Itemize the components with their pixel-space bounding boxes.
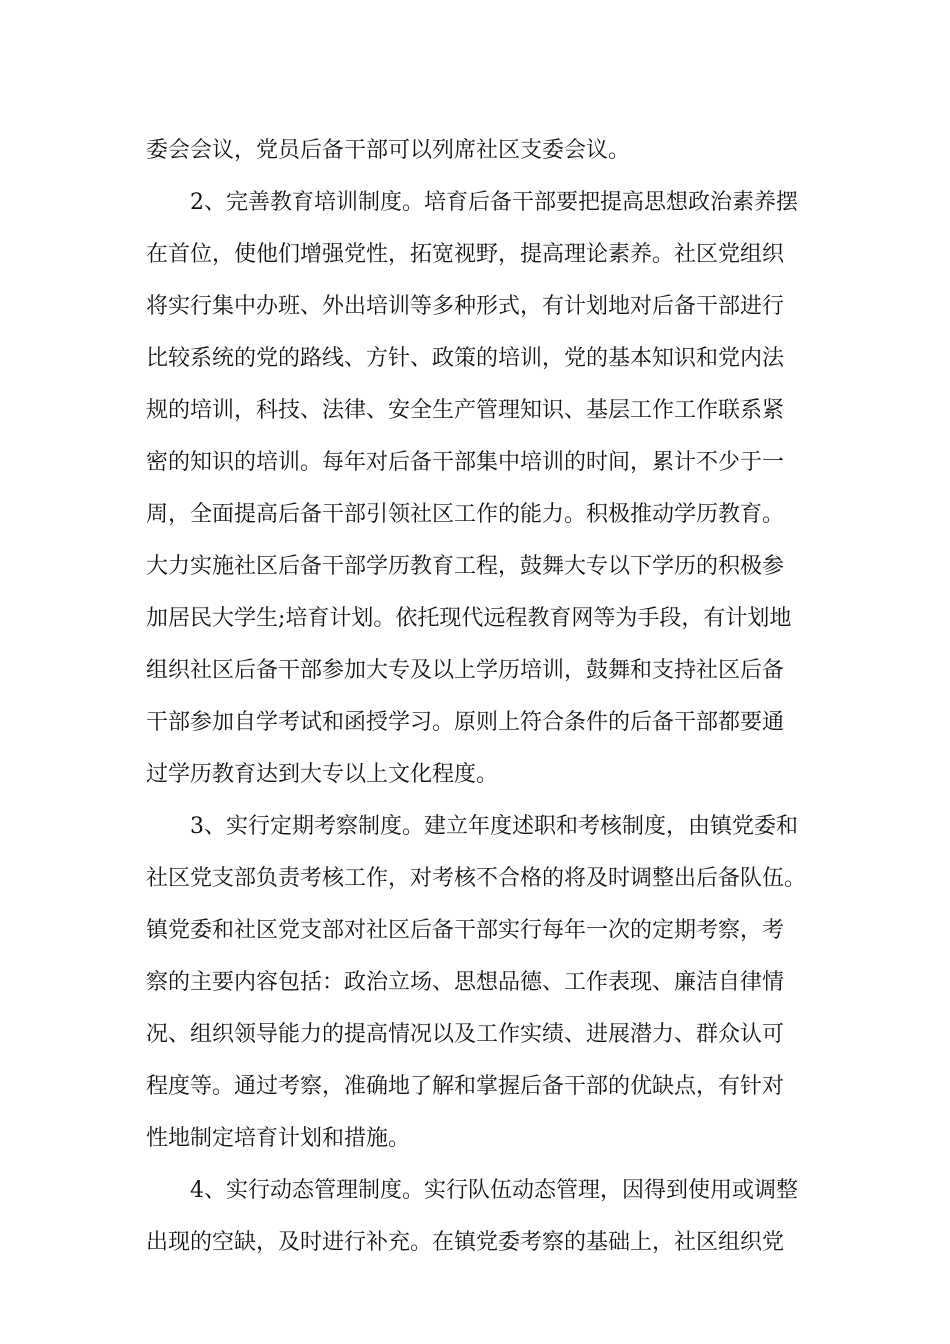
text-line: 组织社区后备干部参加大专及以上学历培训，鼓舞和支持社区后备 (146, 658, 785, 683)
paragraph-2-heading-line: 2、完善教育培训制度。培育后备干部要把提高思想政治素养摆 (190, 190, 798, 215)
text-line: 大力实施社区后备干部学历教育工程，鼓舞大专以下学历的积极参 (146, 554, 785, 579)
text-line: 程度等。通过考察，准确地了解和掌握后备干部的优缺点，有针对 (146, 1074, 785, 1099)
text-line: 比较系统的党的路线、方针、政策的培训，党的基本知识和党内法 (146, 346, 785, 371)
text-line: 况、组织领导能力的提高情况以及工作实绩、进展潜力、群众认可 (146, 1022, 785, 1047)
paragraph-4-heading-line: 4、实行动态管理制度。实行队伍动态管理，因得到使用或调整 (190, 1178, 798, 1203)
text-line: 干部参加自学考试和函授学习。原则上符合条件的后备干部都要通 (146, 710, 785, 735)
text-line: 社区党支部负责考核工作，对考核不合格的将及时调整出后备队伍。 (146, 866, 807, 891)
text-line: 规的培训，科技、法律、安全生产管理知识、基层工作工作联系紧 (146, 398, 785, 423)
paragraph-3-heading-line: 3、实行定期考察制度。建立年度述职和考核制度，由镇党委和 (190, 814, 798, 839)
text-line: 过学历教育达到大专以上文化程度。 (146, 762, 499, 787)
text-line: 委会会议，党员后备干部可以列席社区支委会议。 (146, 138, 631, 163)
text-line: 将实行集中办班、外出培训等多种形式，有计划地对后备干部进行 (146, 294, 785, 319)
text-line: 在首位，使他们增强党性，拓宽视野，提高理论素养。社区党组织 (146, 242, 785, 267)
text-line: 性地制定培育计划和措施。 (146, 1126, 411, 1151)
text-line: 周，全面提高后备干部引领社区工作的能力。积极推动学历教育。 (146, 502, 785, 527)
text-line: 出现的空缺，及时进行补充。在镇党委考察的基础上，社区组织党 (146, 1230, 785, 1255)
text-line: 加居民大学生;培育计划。依托现代远程教育网等为手段，有计划地 (146, 606, 792, 631)
text-line: 察的主要内容包括：政治立场、思想品德、工作表现、廉洁自律情 (146, 970, 785, 995)
text-line: 镇党委和社区党支部对社区后备干部实行每年一次的定期考察，考 (146, 918, 785, 943)
text-line: 密的知识的培训。每年对后备干部集中培训的时间，累计不少于一 (146, 450, 785, 475)
